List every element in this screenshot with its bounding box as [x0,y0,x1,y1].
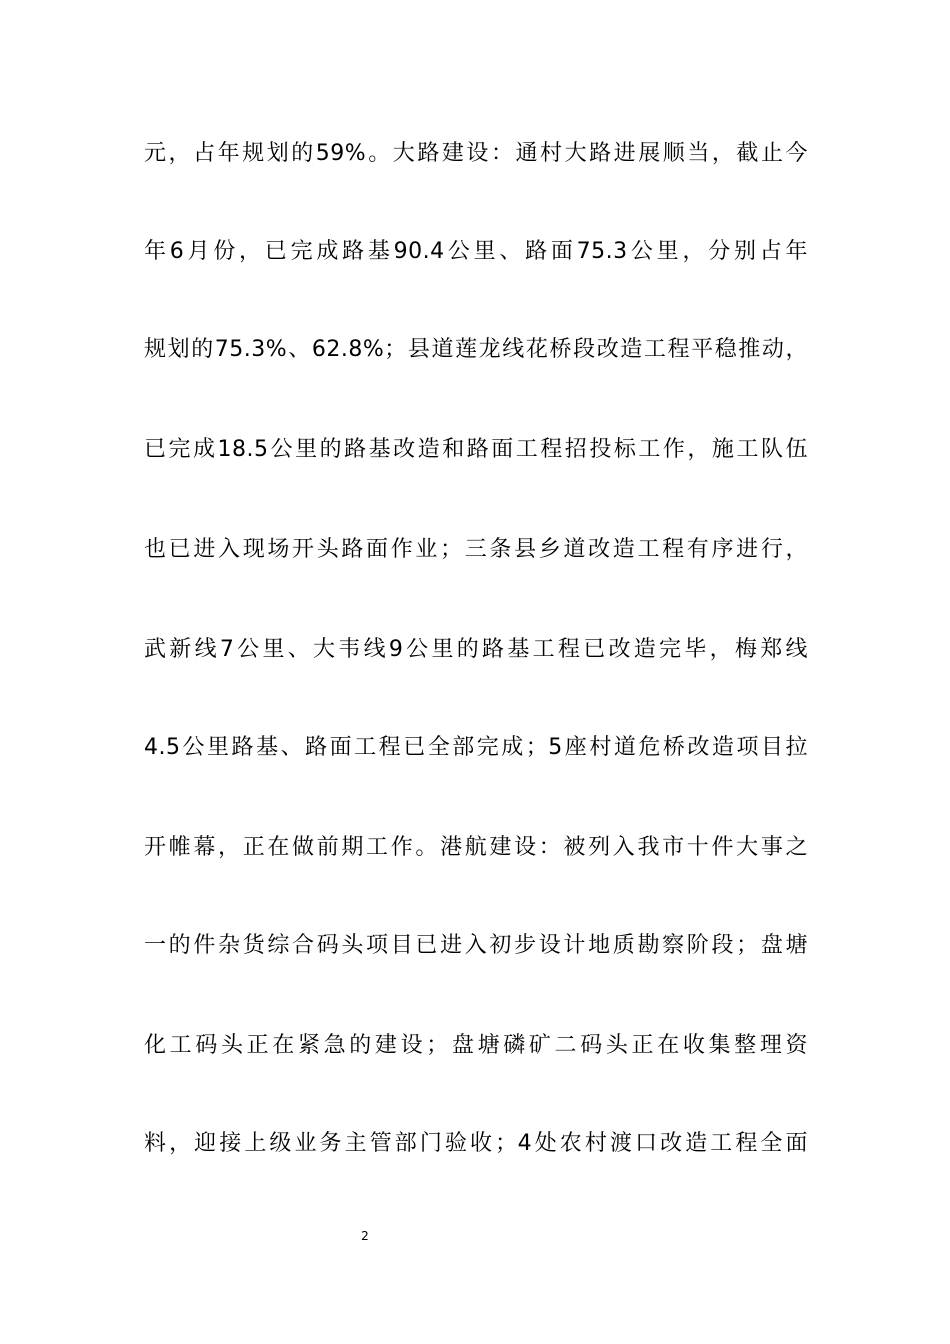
text-line: 武新线7公里、大韦线9公里的路基工程已改造完毕，梅郑线 [144,637,808,662]
text-line: 4.5公里路基、路面工程已全部完成；5座村道危桥改造项目拉 [144,735,808,760]
text-line: 化工码头正在紧急的建设；盘塘磷矿二码头正在收集整理资 [144,1033,808,1058]
text-line: 已完成18.5公里的路基改造和路面工程招投标工作，施工队伍 [144,437,808,462]
text-line: 一的件杂货综合码头项目已进入初步设计地质勘察阶段；盘塘 [144,933,808,958]
text-line: 料，迎接上级业务主管部门验收；4处农村渡口改造工程全面 [144,1131,808,1156]
text-line: 元，占年规划的59%。大路建设：通村大路进展顺当，截止今 [144,141,808,166]
text-line: 规划的75.3%、62.8%；县道莲龙线花桥段改造工程平稳推动， [144,337,808,362]
text-line: 开帷幕，正在做前期工作。港航建设：被列入我市十件大事之 [144,835,808,860]
text-line: 年6月份，已完成路基90.4公里、路面75.3公里，分别占年 [144,239,808,264]
page-number: 2 [361,1229,369,1243]
text-line: 也已进入现场开头路面作业；三条县乡道改造工程有序进行， [144,537,808,562]
